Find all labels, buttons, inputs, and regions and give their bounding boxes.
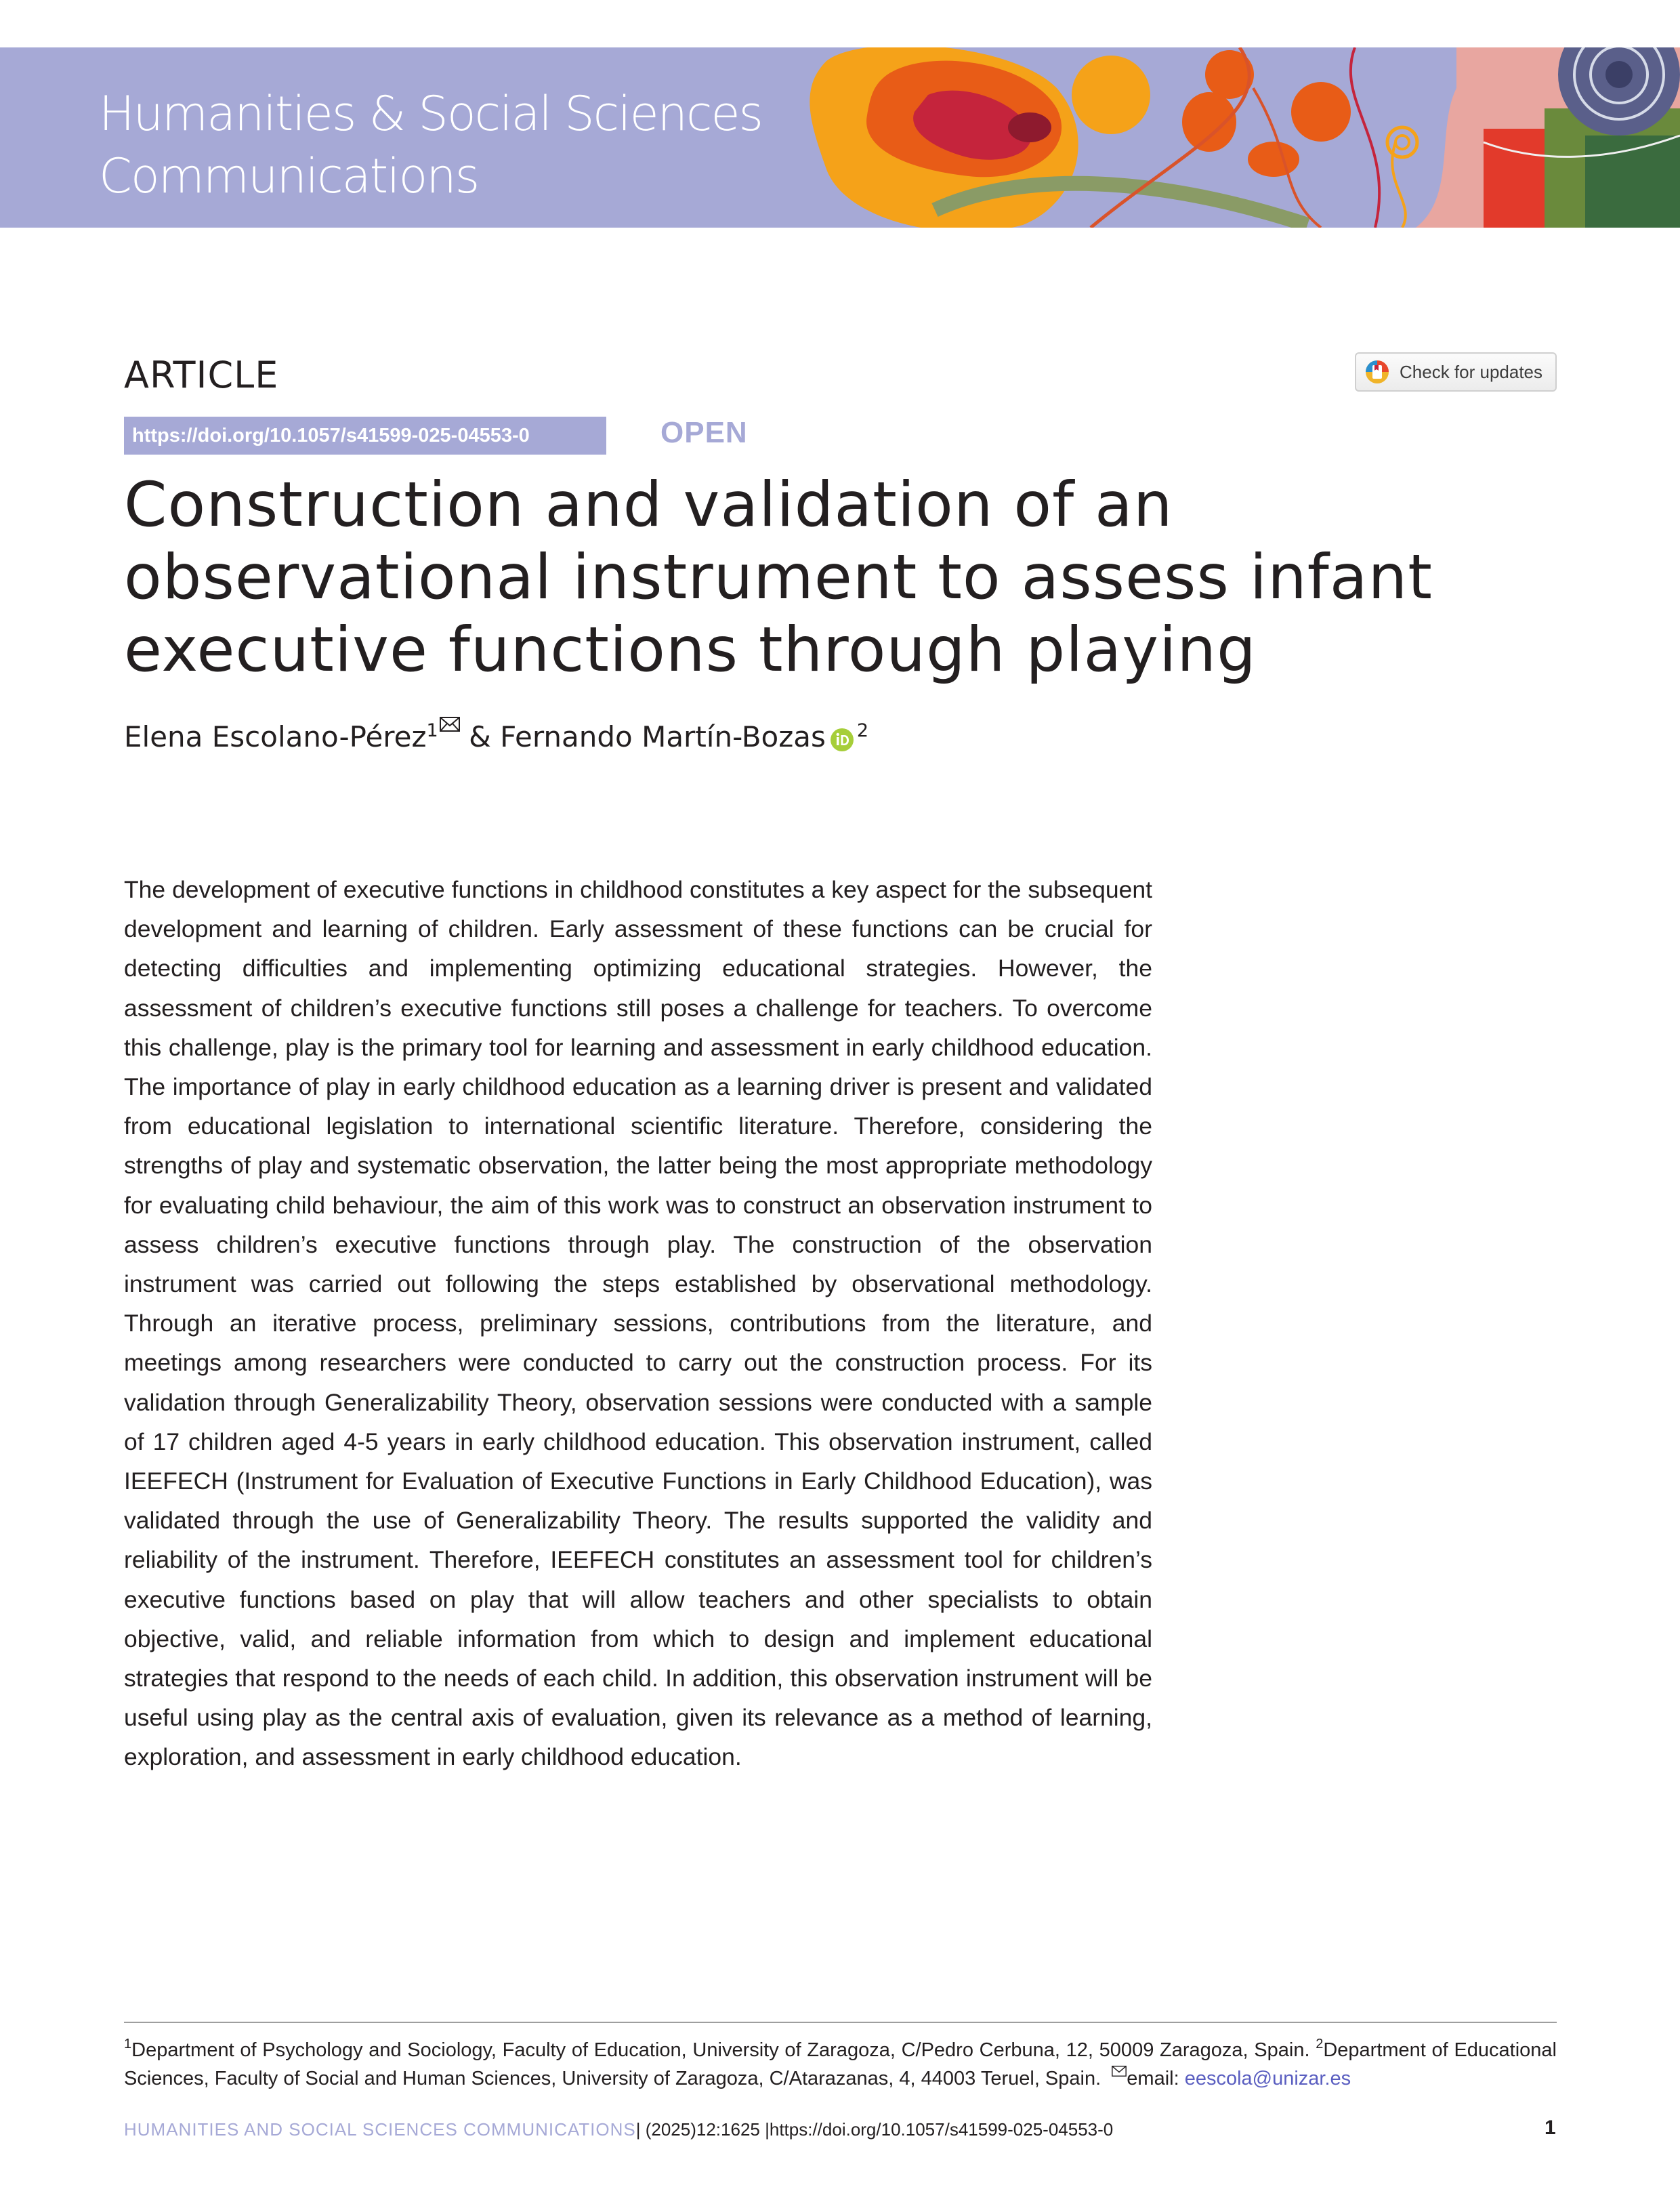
author-2-affiliation-sup: 2: [856, 720, 869, 741]
journal-name[interactable]: [99, 83, 762, 207]
page-number: 1: [1545, 2117, 1556, 2139]
journal-banner-art-icon: [806, 47, 1680, 228]
affiliation-1: Department of Psychology and Sociology, Faculty of Education, University of Zaragoza, C/Pedro Cerbuna, 12, 50009 Zaragoza, Spain.: [131, 2039, 1310, 2061]
journal-name-line2: Communications: [99, 148, 479, 204]
affiliation-2-sup: 2: [1316, 2037, 1324, 2051]
author-name-2[interactable]: Fernando Martín-Bozas: [500, 720, 826, 753]
author-name-1[interactable]: Elena Escolano-Pérez: [124, 720, 427, 753]
journal-name-line1: Humanities & Social Sciences: [99, 86, 763, 142]
article-type-label: ARTICLE: [124, 354, 279, 396]
check-for-updates-button[interactable]: [1355, 352, 1557, 392]
mail-icon[interactable]: [440, 717, 460, 732]
footer-journal-name: HUMANITIES AND SOCIAL SCIENCES COMMUNICATIONS: [124, 2119, 636, 2140]
check-for-updates-icon: [1364, 359, 1390, 385]
author-list: [124, 717, 868, 753]
author-separator: &: [459, 720, 501, 753]
corresponding-email-link[interactable]: eescola@unizar.es: [1184, 2068, 1351, 2089]
affiliation-1-sup: 1: [124, 2037, 132, 2051]
doi-link[interactable]: https://doi.org/10.1057/s41599-025-04553-0: [124, 417, 606, 455]
footer-doi[interactable]: https://doi.org/10.1057/s41599-025-04553-0: [769, 2119, 1114, 2140]
footnote-divider: [124, 2022, 1557, 2023]
footer-volume: | (2025)12:1625 |: [635, 2119, 770, 2140]
check-for-updates-label: Check for updates: [1400, 361, 1543, 382]
affiliation-2: Department of Educational Sciences, Faculty of Social and Human Sciences, University of Zaragoza, C/Atarazanas, 4, 44003 Teruel, Spain.: [124, 2039, 1557, 2089]
open-access-label: OPEN: [660, 416, 748, 449]
affiliations: [124, 2030, 1557, 2093]
page-footer: [124, 2119, 1113, 2140]
article-title: Construction and validation of an observational instrument to assess infant executive functions through playing: [124, 470, 1433, 686]
orcid-icon[interactable]: [830, 728, 854, 752]
author-1-affiliation-sup: 1: [426, 720, 438, 741]
email-prefix: email:: [1127, 2068, 1185, 2089]
journal-banner: [0, 47, 1680, 228]
abstract: The development of executive functions in childhood constitutes a key aspect for the subsequent development and learning of children. Early assessment of these functions can be crucial for detecting difficulties and implementing optimizing educational strategies. However, the assessment of children’s executive functions still poses a challenge for teachers. To overcome this challenge, play is the primary tool for learning and assessment in early childhood education. The importance of play in early childhood education as a learning driver is present and validated from educational legislation to international scientific literature. Therefore, considering the strengths of play and systematic observation, the latter being the most appropriate methodology for evaluating child behaviour, the aim of this work was to construct an observation instrument to assess children’s executive functions through play. The construction of the observation instrument was carried out following the steps established by observational methodology. Through an iterative process, preliminary sessions, contributions from the literature, and meetings among researchers were conducted to carry out the construction process. For its validation through Generalizability Theory, observation sessions were conducted with a sample of 17 children aged 4-5 years in early childhood education. This observation instrument, called IEEFECH (Instrument for Evaluation of Executive Functions in Early Childhood Education), was validated through the use of Generalizability Theory. The results supported the validity and reliability of the instrument. Therefore, IEEFECH constitutes an assessment tool for children’s executive functions based on play that will allow teachers and other specialists to obtain objective, valid, and reliable information from which to design and implement educational strategies that respond to the needs of each child. In addition, this observation instrument will be useful using play as the central axis of evaluation, given its relevance as a method of learning, exploration, and assessment in early childhood education.: [124, 876, 1152, 1771]
mail-icon-small: [1112, 2066, 1127, 2077]
